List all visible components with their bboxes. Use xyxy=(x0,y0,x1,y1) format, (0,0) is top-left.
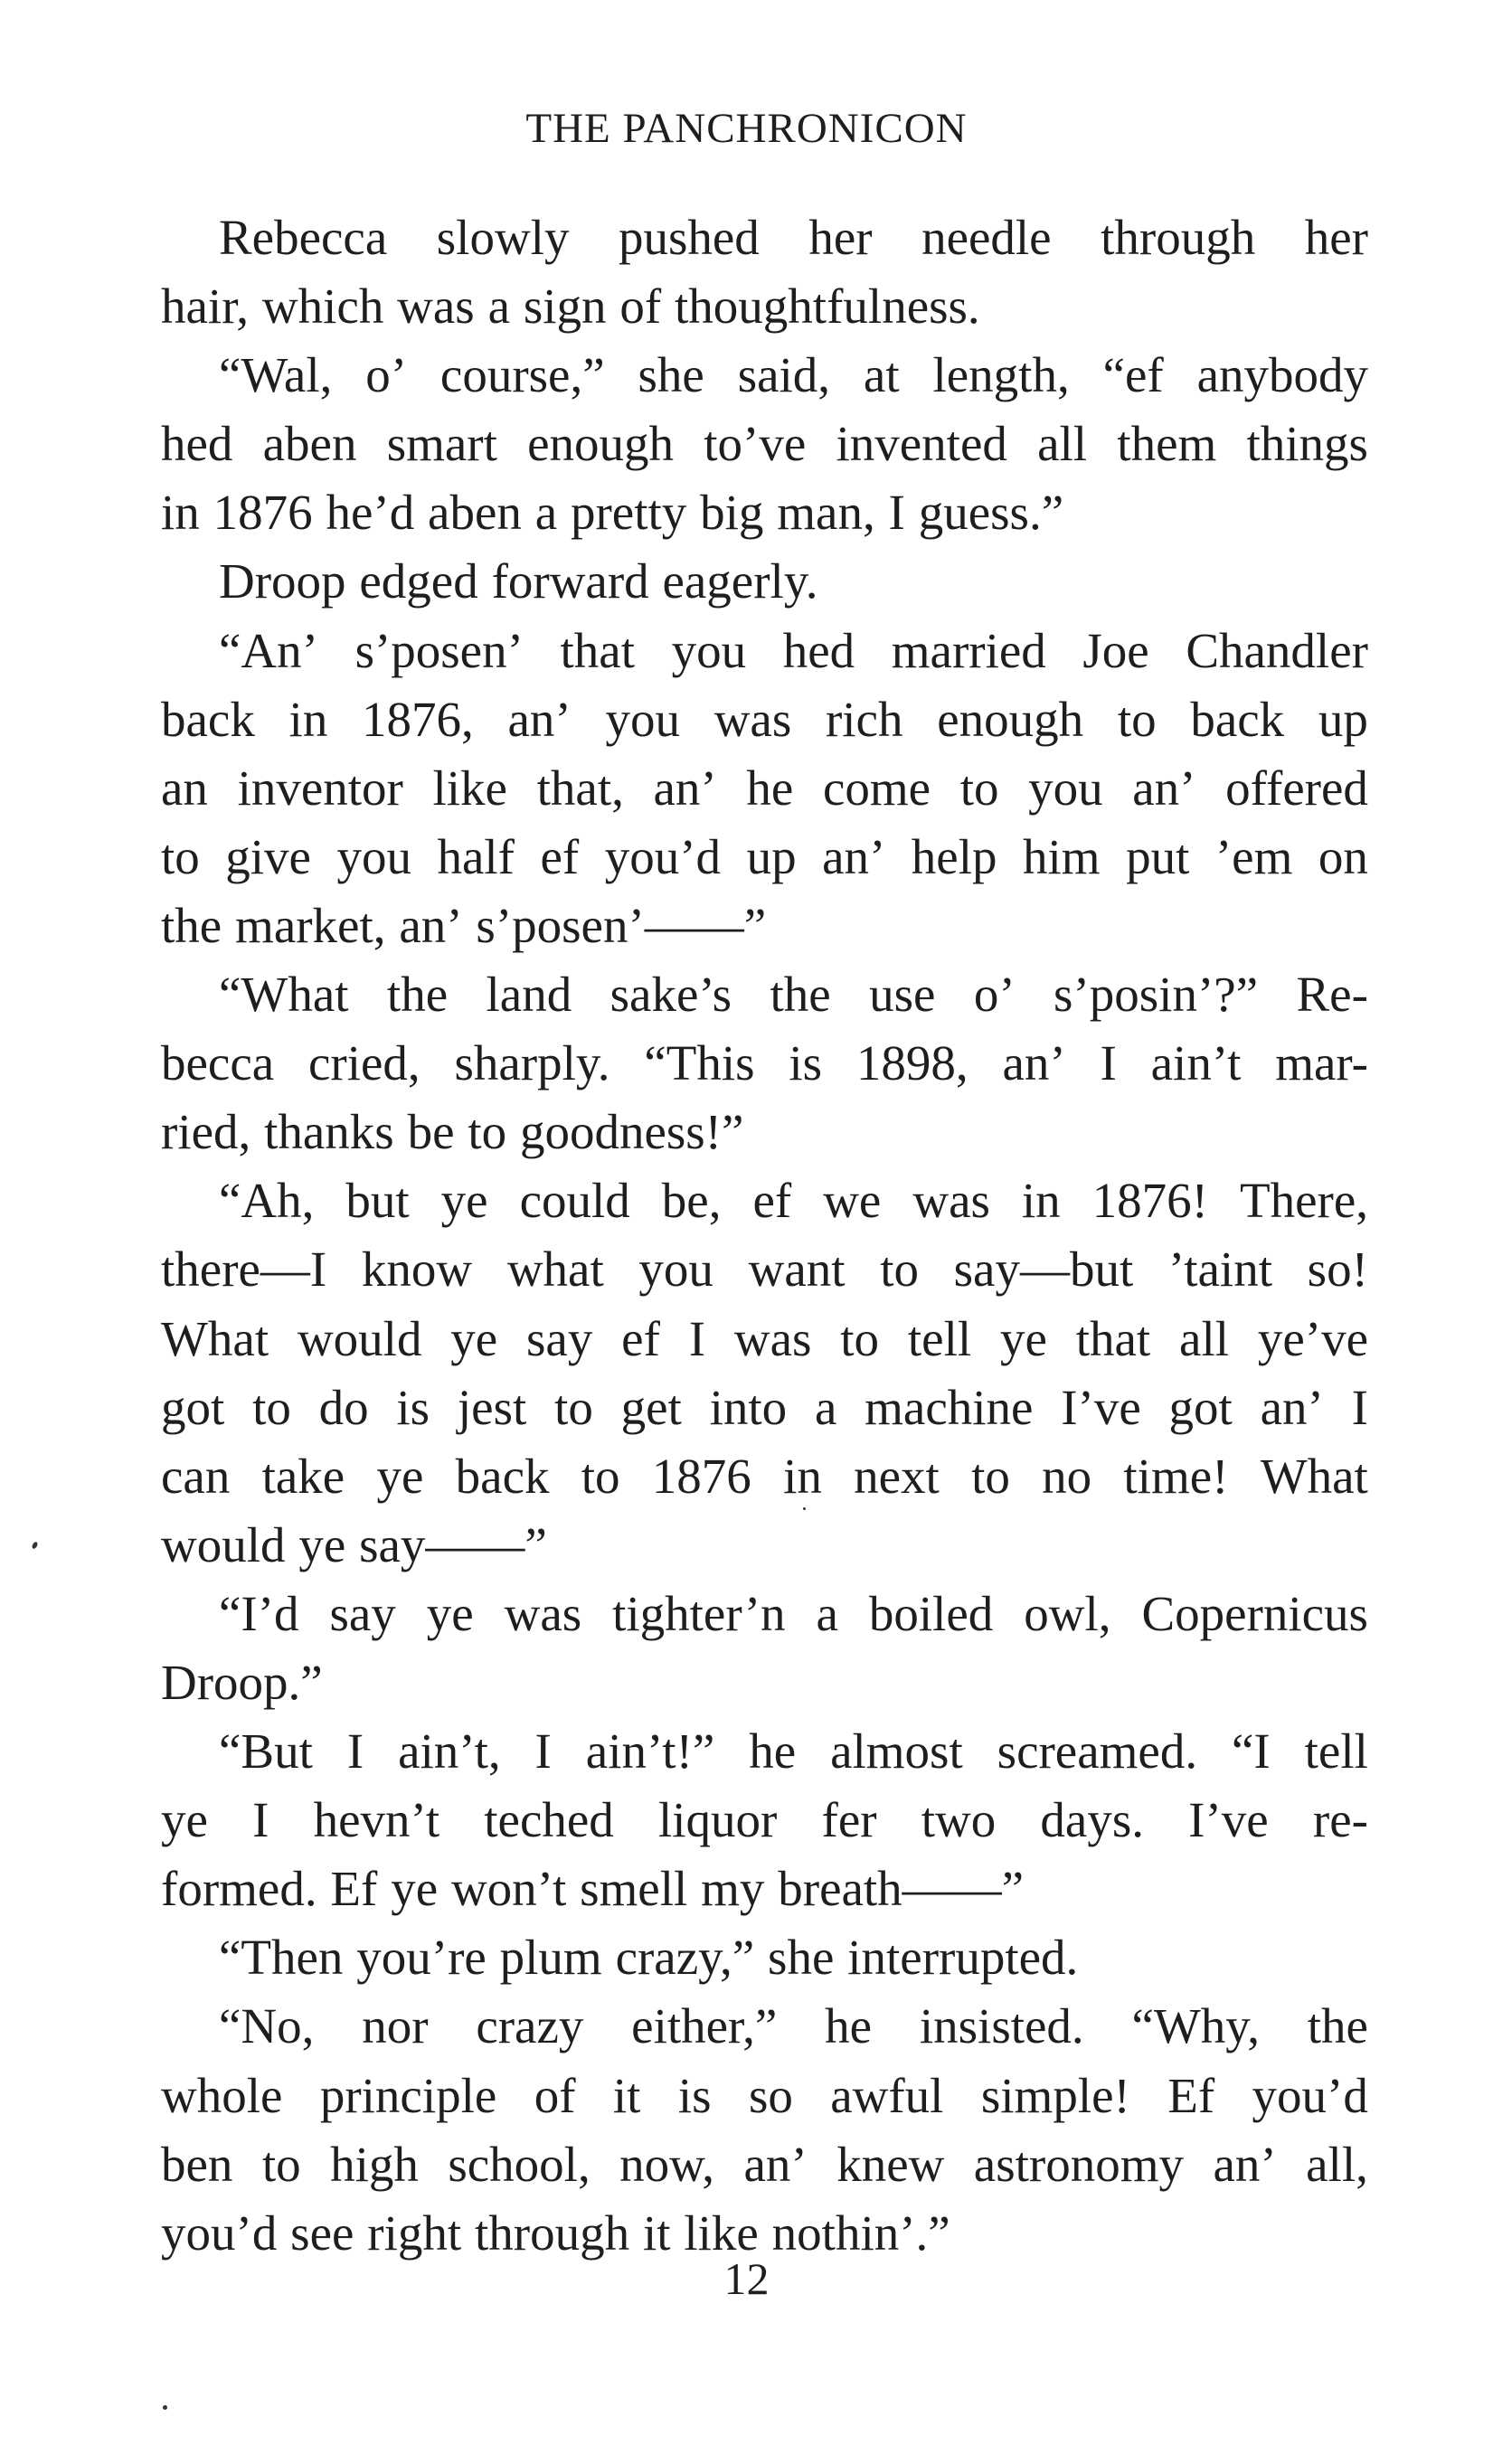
text-line: back in 1876, an’ you was rich enough to back up xyxy=(161,691,1368,747)
text-line: “An’ s’posen’ that you hed married Joe Chandler xyxy=(219,622,1368,678)
margin-speck xyxy=(163,2405,167,2410)
text-line: ben to high school, now, an’ knew astronomy an’ all, xyxy=(161,2136,1368,2192)
text-line: becca cried, sharply. “This is 1898, an’ I ain’t mar- xyxy=(161,1035,1368,1091)
text-line: the market, an’ s’posen’——” xyxy=(161,897,767,953)
text-line: you’d see right through it like nothin’.” xyxy=(161,2204,950,2261)
text-line: Droop.” xyxy=(161,1654,323,1710)
text-line: in 1876 he’d aben a pretty big man, I guess.” xyxy=(161,485,1064,541)
text-line: there—I know what you want to say—but ’taint so! xyxy=(161,1241,1368,1298)
text-line: ye I hevn’t teched liquor fer two days. I’ve re- xyxy=(161,1792,1368,1848)
running-head: THE PANCHRONICON xyxy=(525,105,968,152)
text-line: whole principle of it is so awful simple! Ef you’d xyxy=(161,2067,1368,2123)
text-line: “Wal, o’ course,” she said, at length, “ef anybody xyxy=(219,347,1368,403)
page-number: 12 xyxy=(723,2253,770,2304)
body-text xyxy=(161,203,1368,2268)
text-line: formed. Ef ye won’t smell my breath——” xyxy=(161,1861,1025,1917)
text-line: “I’d say ye was tighter’n a boiled owl, Copernicus xyxy=(219,1585,1368,1641)
text-line: got to do is jest to get into a machine I’ve got an’ I xyxy=(161,1379,1368,1435)
margin-speck xyxy=(31,1541,38,1549)
text-line: can take ye back to 1876 in next to no time! What xyxy=(161,1448,1368,1504)
text-line: “Then you’re plum crazy,” she interrupted. xyxy=(219,1930,1079,1986)
text-line: “Ah, but ye could be, ef we was in 1876! There, xyxy=(219,1173,1368,1229)
text-line: “But I ain’t, I ain’t!” he almost screamed. “I tell xyxy=(219,1723,1368,1780)
text-line: hair, which was a sign of thoughtfulness. xyxy=(161,278,980,335)
text-line: to give you half ef you’d up an’ help him put ’em on xyxy=(161,828,1368,884)
text-line: would ye say——” xyxy=(161,1516,547,1572)
text-line: What would ye say ef I was to tell ye that all ye’ve xyxy=(161,1310,1368,1366)
margin-speck xyxy=(803,1507,806,1510)
text-line: Droop edged forward eagerly. xyxy=(219,553,818,609)
text-line: “No, nor crazy either,” he insisted. “Why, the xyxy=(219,1998,1368,2054)
text-line: Rebecca slowly pushed her needle through her xyxy=(219,210,1368,265)
text-line: ried, thanks be to goodness!” xyxy=(161,1104,744,1160)
text-line: “What the land sake’s the use o’ s’posin’?” Re- xyxy=(219,967,1368,1023)
text-line: hed aben smart enough to’ve invented all them things xyxy=(161,416,1368,472)
text-line: an inventor like that, an’ he come to you an’ offered xyxy=(161,760,1368,816)
